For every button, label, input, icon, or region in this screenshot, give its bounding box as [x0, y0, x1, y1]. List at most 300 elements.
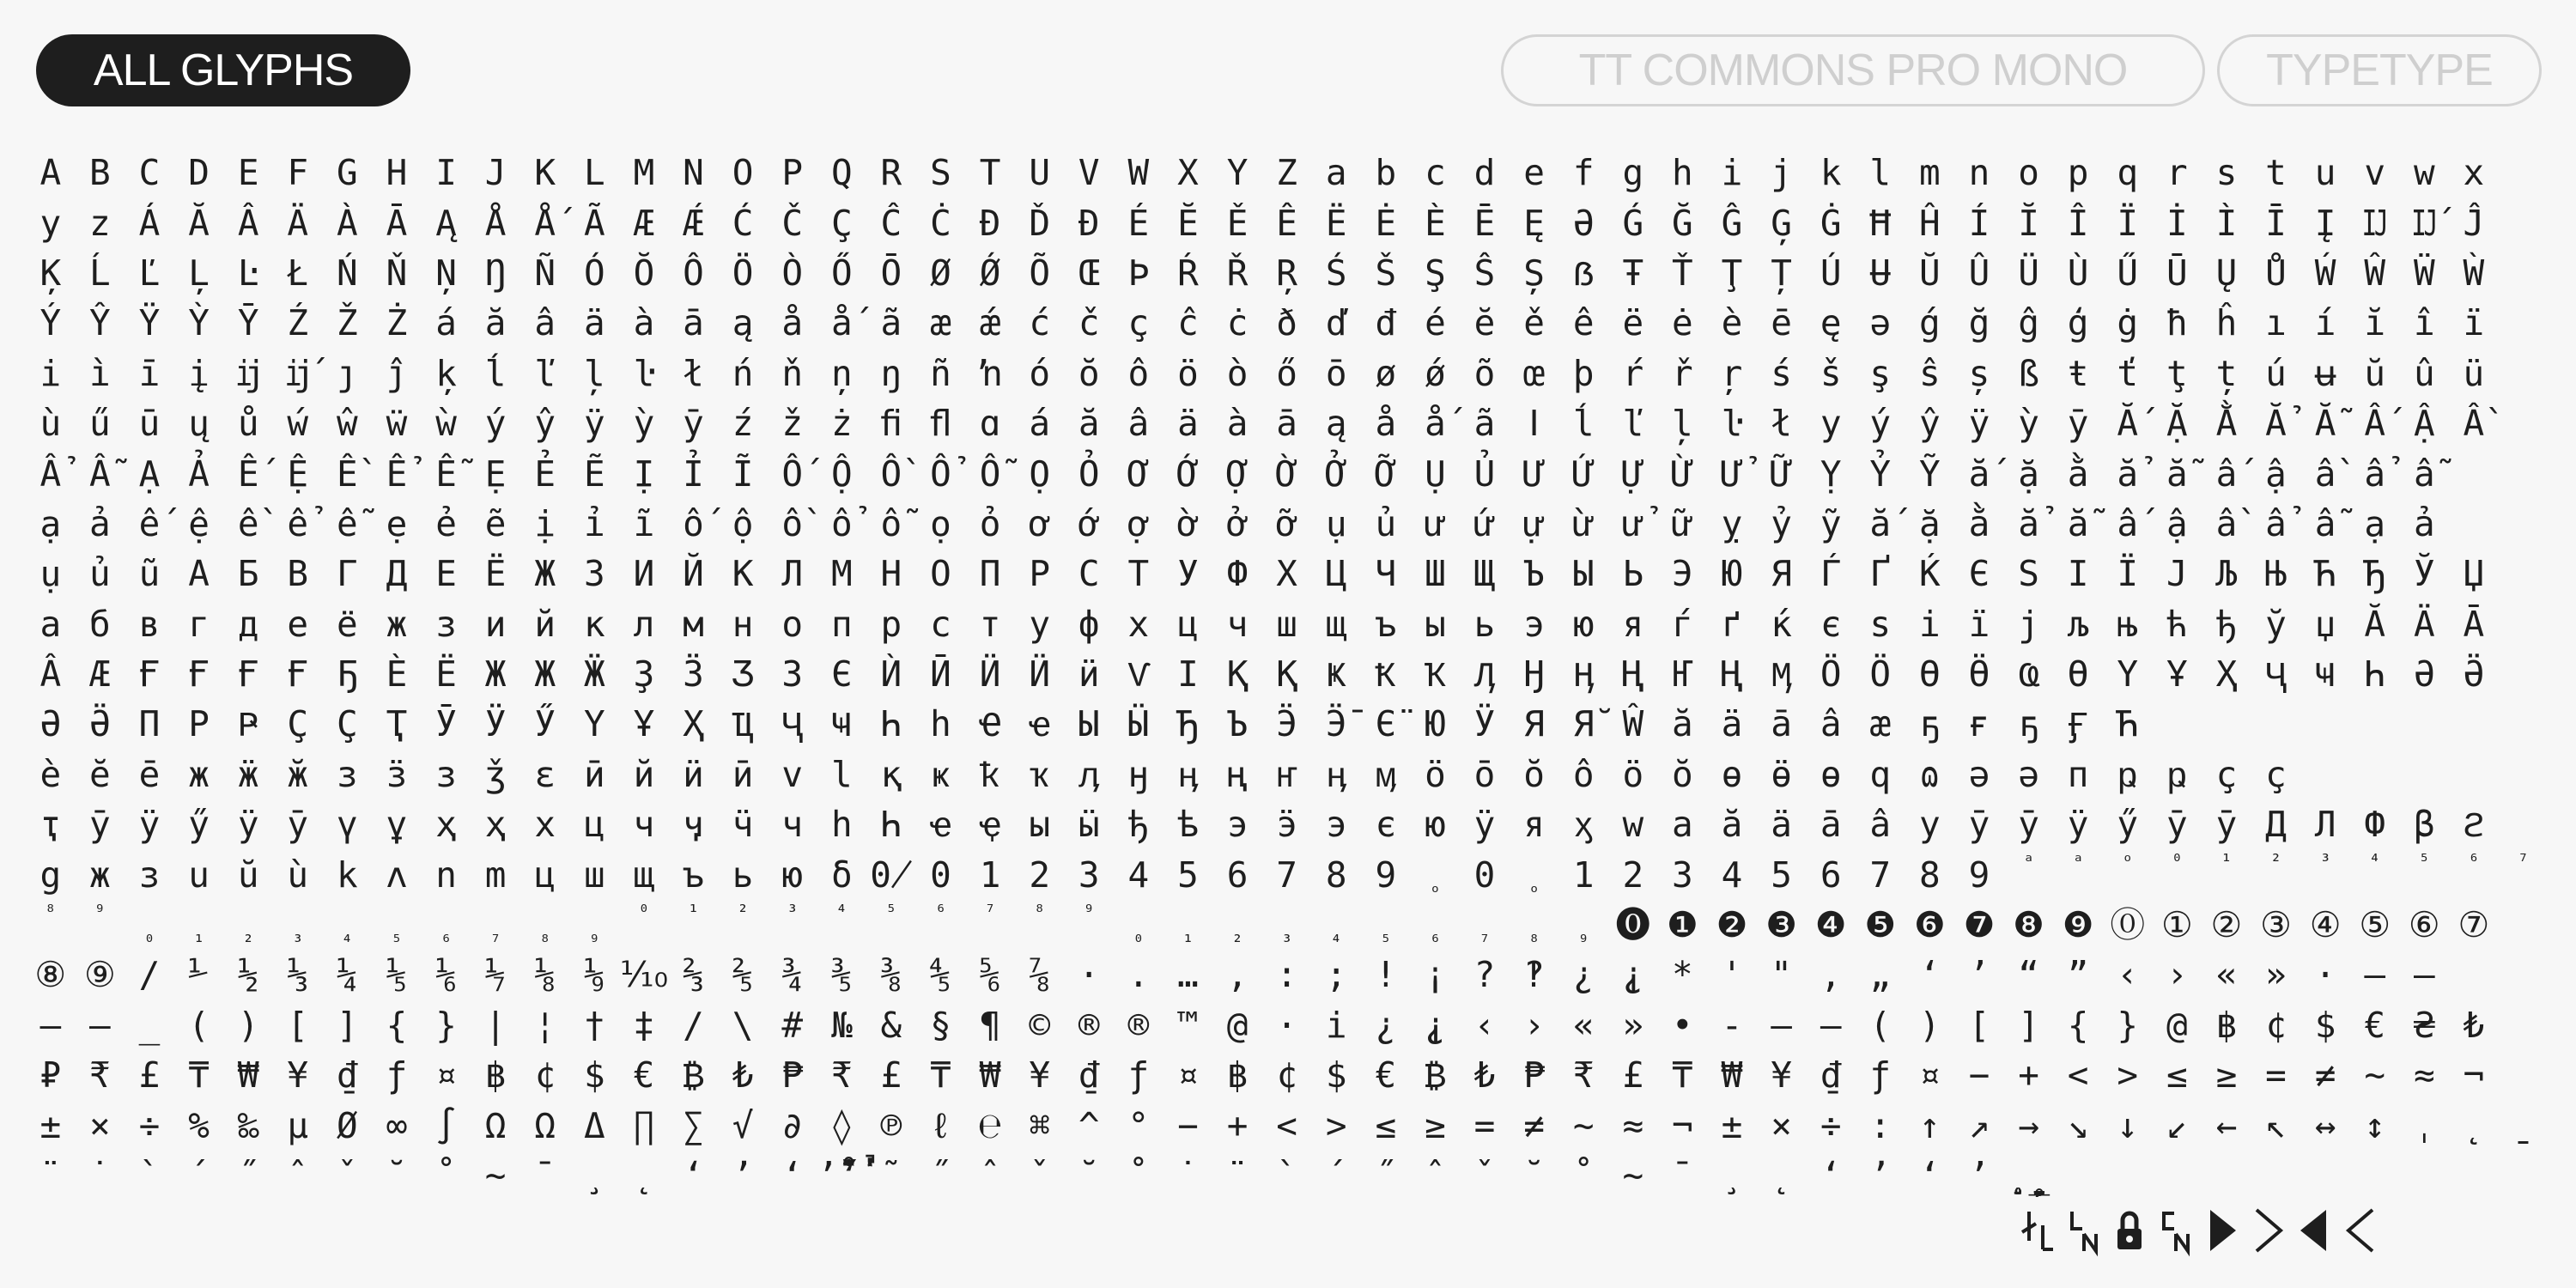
glyph-cell: п	[2067, 753, 2089, 795]
glyph-cell: ự	[1523, 502, 1545, 544]
glyph-cell: +	[2018, 1054, 2039, 1097]
glyph-cell: ó	[1029, 352, 1051, 394]
glyph-cell: ≥	[1425, 1104, 1446, 1146]
glyph-row	[26, 599, 2550, 649]
glyph-cell: ӯ	[2018, 804, 2039, 846]
glyph-cell: Ћ	[2117, 703, 2139, 745]
glyph-cell: Ҥ	[1672, 653, 1693, 696]
glyph-cell: Ņ	[435, 252, 457, 294]
glyph-cell: ¯	[534, 1155, 556, 1196]
glyph-cell: Ҷ	[781, 703, 803, 745]
glyph-cell: ₩	[979, 1054, 1001, 1097]
glyph-cell: Ћ	[2314, 553, 2336, 595]
glyph-cell: '	[1721, 954, 1743, 996]
glyph-cell: ₀	[143, 926, 155, 948]
glyph-cell: Õ	[1029, 252, 1051, 294]
glyph-cell: Ω	[534, 1104, 556, 1146]
glyph-cell: ộ	[732, 502, 754, 544]
glyph-cell: €	[1375, 1054, 1397, 1097]
glyph-row	[26, 1000, 2550, 1050]
glyph-cell: ⅙	[435, 954, 457, 996]
glyph-cell: u	[188, 854, 210, 896]
glyph-cell: З	[583, 553, 605, 595]
glyph-cell: ả	[89, 502, 111, 544]
glyph-cell: ü	[2463, 352, 2485, 394]
glyph-cell: ₁	[1182, 926, 1194, 948]
glyph-cell: À	[337, 202, 358, 244]
glyph-cell: ⓪	[2110, 904, 2146, 946]
glyph-cell: ɑ	[979, 403, 1001, 445]
glyph-cell: к	[583, 603, 605, 645]
glyph-cell: Ç	[830, 202, 853, 244]
glyph-cell: ź	[732, 403, 754, 445]
glyph-cell: н	[732, 603, 754, 645]
glyph-cell: ƒ	[1869, 1054, 1892, 1097]
glyph-cell: ầ	[2215, 502, 2238, 544]
glyph-cell: 9	[1375, 854, 1397, 896]
glyph-cell: ö	[1622, 753, 1644, 795]
glyph-cell: ӯ	[287, 804, 309, 846]
glyph-cell: Ề	[337, 453, 358, 495]
glyph-cell: Ø	[930, 252, 951, 294]
glyph-cell: d	[1473, 152, 1496, 194]
glyph-cell: æ	[930, 302, 951, 344]
glyph-cell: ỳ	[633, 403, 655, 445]
glyph-cell: g	[39, 854, 62, 896]
glyph-cell: −	[1968, 1054, 1990, 1097]
glyph-cell: ï	[2463, 302, 2485, 344]
glyph-cell: o	[2018, 152, 2039, 194]
glyph-cell: k	[337, 854, 358, 896]
glyph-cell: «	[2215, 954, 2238, 996]
glyph-cell: ы	[1425, 603, 1446, 645]
glyph-cell: Ё	[484, 553, 507, 595]
glyph-cell: Ė	[1375, 202, 1397, 244]
glyph-cell: Ӟ	[683, 653, 704, 696]
glyph-cell: Р	[1029, 553, 1051, 595]
glyph-cell: ậ	[2265, 453, 2287, 495]
glyph-cell: Ӥ	[979, 653, 1001, 696]
glyph-cell: ˝	[237, 1155, 259, 1196]
glyph-cell: Ủ	[1473, 453, 1496, 495]
glyph-cell: ű	[89, 403, 111, 445]
glyph-cell: Ќ	[1919, 553, 1941, 595]
glyph-cell: v	[781, 753, 804, 795]
glyph-cell: ˙	[1177, 1155, 1199, 1196]
glyph-cell: v	[2364, 152, 2386, 194]
glyph-cell: Š	[1375, 252, 1397, 294]
glyph-cell: Ồ	[880, 453, 902, 495]
glyph-cell: №	[830, 1004, 853, 1046]
glyph-cell: Ŗ	[1276, 252, 1297, 294]
glyph-cell: Ŵ	[1622, 703, 1644, 745]
glyph-cell: ф	[1078, 603, 1100, 645]
glyph-cell: ẳ	[2117, 453, 2139, 495]
glyph-cell: ă	[1721, 804, 1743, 846]
glyph-cell: ±	[1721, 1104, 1743, 1146]
glyph-cell: ∫	[435, 1104, 457, 1146]
glyph-cell: Ǿ	[979, 252, 1001, 294]
glyph-cell: ӊ	[1177, 753, 1199, 795]
glyph-cell: е	[287, 603, 309, 645]
glyph-cell: –	[1771, 1004, 1792, 1046]
glyph-cell: Ы	[1572, 553, 1595, 595]
glyph-cell: Ҙ	[633, 653, 655, 696]
glyph-cell: ǵ	[1919, 302, 1941, 344]
glyph-cell: ˚	[435, 1155, 457, 1196]
glyph-cell: ӳ	[2117, 804, 2139, 846]
glyph-cell: ④	[2309, 904, 2342, 946]
glyph-cell: Ŷ	[89, 302, 111, 344]
glyph-cell: ↔	[2314, 1104, 2336, 1146]
glyph-cell: ;	[1325, 954, 1347, 996]
glyph-cell: ❸	[1765, 904, 1797, 946]
glyph-cell: Ž	[337, 302, 358, 344]
glyph-cell: А	[188, 553, 210, 595]
glyph-cell: .	[1127, 954, 1150, 996]
glyph-cell: ≠	[1523, 1104, 1545, 1146]
glyph-cell: Є	[830, 653, 853, 696]
glyph-cell: Z	[1276, 152, 1297, 194]
glyph-cell: ⌘	[1029, 1104, 1051, 1146]
glyph-cell: Ê	[1276, 202, 1297, 244]
glyph-cell: Ӆ	[1473, 653, 1496, 696]
glyph-cell: ạ	[2364, 502, 2386, 544]
glyph-cell: J	[484, 152, 507, 194]
glyph-cell: ⁴	[2369, 851, 2381, 873]
glyph-cell: ӹ	[1078, 804, 1100, 846]
glyph-cell: Â	[39, 653, 62, 696]
glyph-cell: Ŕ	[1177, 252, 1199, 294]
glyph-cell: ư	[1425, 502, 1446, 544]
glyph-cell: ₴	[2413, 1004, 2435, 1046]
glyph-cell: ҡ	[1029, 753, 1050, 795]
glyph-cell: ỉ	[583, 502, 605, 544]
glyph-cell: ď	[1325, 302, 1347, 344]
glyph-cell: У	[1177, 553, 1199, 595]
glyph-cell: þ	[1572, 352, 1595, 394]
glyph-cell: Ѝ	[880, 653, 902, 696]
glyph-cell: Қ	[1276, 653, 1297, 696]
glyph-cell: Ẻ	[534, 453, 556, 495]
glyph-cell: ы	[1029, 804, 1051, 846]
glyph-cell: ₸	[188, 1054, 210, 1097]
glyph-cell: Ș	[1523, 252, 1545, 294]
glyph-cell: :	[1276, 954, 1297, 996]
glyph-cell: n	[435, 854, 457, 896]
glyph-cell: Ө	[1919, 653, 1941, 696]
glyph-cell: Ỹ	[1919, 453, 1941, 495]
glyph-cell: ₁	[192, 926, 205, 948]
lock-icon	[2107, 1203, 2154, 1258]
glyph-cell: Ô	[683, 252, 704, 294]
glyph-cell: ğ	[1968, 302, 1990, 344]
glyph-cell: ¨	[39, 1155, 62, 1196]
glyph-cell: †	[583, 1004, 605, 1046]
glyph-cell: ē	[1771, 302, 1792, 344]
glyph-cell: 2	[1622, 854, 1644, 896]
glyph-cell: ӳ	[188, 804, 210, 846]
glyph-cell: H	[386, 152, 408, 194]
glyph-cell: ◊	[830, 1104, 853, 1146]
glyph-cell: ҽ	[1029, 703, 1050, 745]
glyph-cell: Ẳ	[2265, 403, 2287, 445]
glyph-cell: ợ	[1127, 502, 1150, 544]
glyph-cell: Ĩ	[732, 453, 754, 495]
glyph-cell: á	[435, 302, 457, 344]
glyph-cell: ј	[2018, 603, 2039, 645]
glyph-row	[26, 499, 2550, 549]
glyph-cell: ˘	[1523, 1155, 1545, 1196]
glyph-cell: ц	[534, 854, 556, 896]
glyph-cell: >	[2117, 1054, 2139, 1097]
glyph-cell: √	[732, 1104, 754, 1146]
glyph-row	[26, 197, 2550, 247]
glyph-cell: ґ	[1721, 603, 1743, 645]
glyph-cell: Ӱ	[484, 703, 507, 745]
glyph-cell: ҽ	[930, 804, 951, 846]
glyph-cell: й	[633, 753, 655, 795]
glyph-cell: ȷ	[337, 352, 358, 394]
glyph-cell: f	[1572, 152, 1595, 194]
glyph-cell: w	[2413, 152, 2435, 194]
glyph-cell: ⅟	[188, 954, 210, 996]
glyph-cell: ằ	[2067, 453, 2089, 495]
glyph-cell: M	[633, 152, 655, 194]
glyph-cell: Ӯ	[435, 703, 457, 745]
glyph-cell: ҟ	[979, 753, 1001, 795]
glyph-cell: Ӱ	[1473, 703, 1496, 745]
glyph-cell: ²	[2269, 851, 2282, 873]
glyph-cell: ľ	[534, 352, 556, 394]
glyph-cell: ĕ	[1473, 302, 1496, 344]
glyph-cell: –	[89, 1004, 111, 1046]
glyph-cell: Ғ	[138, 653, 161, 696]
glyph-cell: Ī	[2265, 202, 2287, 244]
glyph-cell: ⅛	[534, 954, 556, 996]
glyph-cell: ¸	[1721, 1155, 1743, 1196]
glyph-cell: <	[1276, 1104, 1297, 1146]
glyph-cell: ¡	[1425, 954, 1446, 996]
glyph-cell: Ү	[583, 703, 605, 745]
glyph-cell: ĵ	[386, 352, 408, 394]
glyph-cell: ʼ	[1869, 1155, 1892, 1196]
glyph-cell: ⁰	[2171, 851, 2183, 873]
glyph-cell: ẻ	[435, 502, 457, 544]
glyph-cell: Ò	[781, 252, 804, 294]
glyph-cell: y	[39, 202, 62, 244]
glyph-cell: ɷ	[1919, 753, 1941, 795]
glyph-cell: О	[930, 553, 951, 595]
glyph-cell: x	[2463, 152, 2485, 194]
glyph-cell: Ẽ	[583, 453, 605, 495]
glyph-cell: ˆ	[979, 1155, 1001, 1196]
glyph-cell: :	[1869, 1104, 1892, 1146]
glyph-cell: ₆	[1429, 926, 1442, 948]
glyph-row	[26, 649, 2550, 699]
glyph-cell: Œ	[1078, 252, 1100, 294]
glyph-cell: К	[732, 553, 754, 595]
special-icons	[2014, 1200, 2384, 1261]
glyph-cell: ❷	[1716, 904, 1748, 946]
glyph-cell: ÷	[1820, 1104, 1842, 1146]
glyph-cell: ⅚	[979, 954, 1001, 996]
glyph-cell: Ѓ	[1820, 553, 1842, 595]
glyph-cell: ъ	[683, 854, 704, 896]
glyph-cell: ț	[2215, 352, 2238, 394]
glyph-cell: k	[1820, 152, 1842, 194]
chevron-right-icon	[2245, 1203, 2292, 1258]
glyph-cell: ]	[337, 1004, 358, 1046]
glyph-cell: ä	[1771, 804, 1792, 846]
glyph-cell: ﬁ	[880, 403, 902, 445]
glyph-cell: ś	[1771, 352, 1792, 394]
glyph-cell: ù	[287, 854, 309, 896]
glyph-cell: Ӭ̄	[1325, 703, 1347, 745]
glyph-cell: ҥ	[1276, 753, 1297, 795]
glyph-cell: ȳ	[2067, 403, 2089, 445]
glyph-cell: Э	[1672, 553, 1693, 595]
glyph-cell: Ờ	[1276, 453, 1297, 495]
glyph-cell: Ĭ	[2018, 202, 2039, 244]
glyph-cell: Ҳ	[683, 703, 704, 745]
glyph-cell: ū	[138, 403, 161, 445]
glyph-cell: Ҫ	[337, 703, 358, 745]
glyph-cell: å	[1375, 403, 1397, 445]
glyph-cell: С	[1078, 553, 1100, 595]
glyph-cell: ,	[1820, 954, 1842, 996]
glyph-cell: ĭ	[2364, 302, 2386, 344]
glyph-cell: ї	[1968, 603, 1990, 645]
glyph-cell: Ю	[1721, 553, 1743, 595]
glyph-cell: ē	[138, 753, 161, 795]
glyph-cell: Ӈ	[1523, 653, 1545, 696]
glyph-cell: м	[683, 603, 704, 645]
glyph-cell: ˛	[633, 1155, 655, 1196]
glyph-cell: ӫ	[1771, 753, 1792, 795]
glyph-cell: Ҳ	[2215, 653, 2238, 696]
glyph-grid	[26, 148, 2550, 1200]
glyph-cell: ⑨	[84, 954, 116, 996]
glyph-cell: Б	[237, 553, 259, 595]
glyph-cell: ℮	[979, 1104, 1001, 1146]
glyph-cell: @	[2166, 1004, 2188, 1046]
glyph-cell: ฿	[1226, 1054, 1249, 1097]
glyph-cell: є	[1375, 804, 1397, 846]
glyph-cell: з	[337, 753, 358, 795]
glyph-cell: Ĳ́	[2413, 202, 2435, 244]
glyph-cell: ⁷	[984, 901, 996, 923]
glyph-cell: ⁴	[835, 901, 848, 923]
glyph-cell: һ	[930, 703, 951, 745]
glyph-cell: ю	[781, 854, 804, 896]
glyph-cell: Ệ	[287, 453, 309, 495]
glyph-cell: ҝ	[930, 753, 951, 795]
glyph-cell: ň	[781, 352, 804, 394]
glyph-cell: ‽	[1523, 954, 1545, 996]
glyph-cell: q	[2117, 152, 2139, 194]
glyph-cell: Ď	[1029, 202, 1051, 244]
glyph-cell: ŭ	[2364, 352, 2386, 394]
glyph-cell: ¤	[1919, 1054, 1941, 1097]
glyph-cell: з	[435, 753, 457, 795]
glyph-cell: ā	[1820, 804, 1842, 846]
glyph-row	[26, 1050, 2550, 1100]
glyph-cell: ⁹	[94, 901, 106, 923]
glyph-cell: İ	[2166, 202, 2188, 244]
glyph-cell: Ļ	[188, 252, 210, 294]
glyph-cell: ↓	[2117, 1104, 2139, 1146]
glyph-cell: ⅒	[619, 954, 669, 996]
glyph-cell: б	[89, 603, 111, 645]
glyph-cell: =	[2265, 1054, 2287, 1097]
glyph-cell: Ӹ	[1127, 703, 1150, 745]
glyph-cell: ₂	[1231, 926, 1243, 948]
glyph-cell: ž	[781, 403, 804, 445]
glyph-cell: €	[633, 1054, 655, 1097]
glyph-cell: ❾	[2062, 904, 2094, 946]
glyph-cell: ç	[2265, 753, 2287, 795]
glyph-cell: ˆ	[1425, 1155, 1446, 1196]
glyph-cell: Ỡ	[1375, 453, 1397, 495]
glyph-cell: ∑	[683, 1104, 704, 1146]
glyph-cell: Ҏ	[237, 703, 259, 745]
glyph-cell: ₱	[781, 1054, 804, 1097]
glyph-cell: ẩ	[2265, 502, 2287, 544]
glyph-cell: Ʉ	[1869, 252, 1892, 294]
glyph-cell: Å	[484, 202, 507, 244]
glyph-cell: Ć	[732, 202, 754, 244]
glyph-cell: ~	[484, 1155, 507, 1196]
glyph-cell: ä	[1721, 703, 1743, 745]
glyph-cell: ấ	[2117, 502, 2139, 544]
glyph-cell: Ф	[2364, 804, 2386, 846]
glyph-cell: њ	[2117, 603, 2139, 645]
glyph-cell: =	[1473, 1104, 1496, 1146]
glyph-cell: [	[287, 1004, 309, 1046]
glyph-cell: й	[534, 603, 556, 645]
glyph-cell: ≥	[2215, 1054, 2238, 1097]
glyph-cell: М	[830, 553, 853, 595]
glyph-cell: q	[1869, 753, 1892, 795]
glyph-cell: ě	[1523, 302, 1545, 344]
glyph-cell: І	[2067, 553, 2089, 595]
glyph-cell: Ҭ	[386, 703, 408, 745]
glyph-cell: ⁸	[1034, 901, 1046, 923]
glyph-cell: C	[138, 152, 161, 194]
glyph-cell: 6	[1820, 854, 1842, 896]
glyph-cell: ”	[2067, 954, 2089, 996]
glyph-cell: ❼	[1963, 904, 1996, 946]
glyph-cell: n	[1968, 152, 1990, 194]
glyph-cell: Ұ	[2166, 653, 2188, 696]
glyph-cell: )	[1919, 1004, 1941, 1046]
glyph-cell: ˝	[930, 1155, 951, 1196]
glyph-cell: ›	[1523, 1004, 1545, 1046]
glyph-cell: Č	[781, 202, 804, 244]
glyph-cell: Į	[2314, 202, 2336, 244]
glyph-cell: ã	[1473, 403, 1496, 445]
glyph-cell: Ы	[1078, 703, 1100, 745]
glyph-cell: ӥ	[1078, 653, 1100, 696]
glyph-cell: O	[732, 152, 754, 194]
glyph-cell: §	[930, 1004, 951, 1046]
glyph-cell: Ą	[435, 202, 457, 244]
glyph-cell: ₇	[489, 926, 501, 948]
glyph-cell: ₹	[89, 1054, 111, 1097]
glyph-cell: ǀ	[1523, 403, 1545, 445]
glyph-cell: ữ	[1672, 502, 1693, 544]
